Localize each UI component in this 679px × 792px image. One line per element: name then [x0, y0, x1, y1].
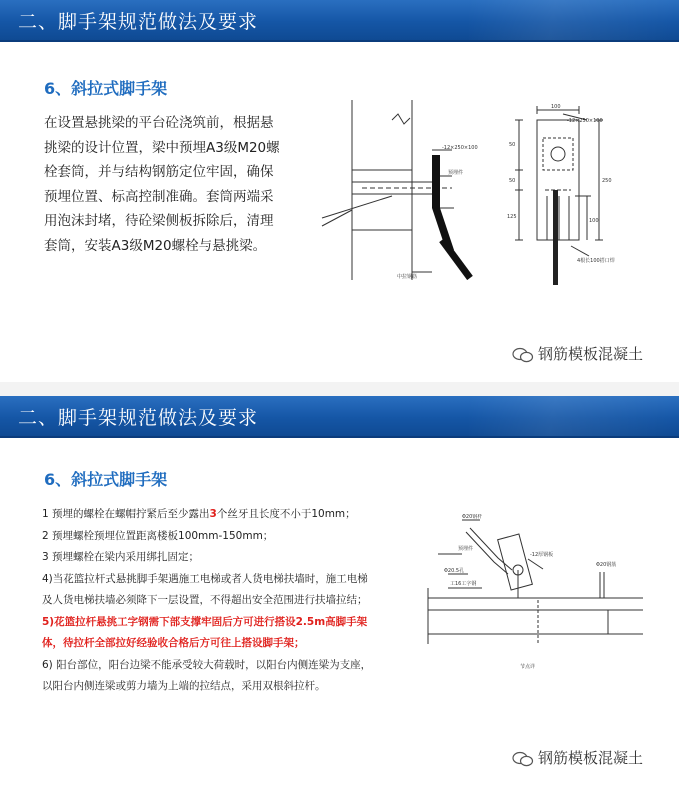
drawing-label: 预埋件 [448, 170, 464, 176]
list-item: 6) 阳台部位，阳台边梁不能承受较大荷载时，以阳台内侧连梁为支座， [42, 658, 372, 671]
section-subtitle: 6、斜拉式脚手架 [44, 470, 168, 489]
list-item-emphasis: 3 [209, 508, 217, 520]
list-item-emphasis: 体，待拉杆全部拉好经验收合格后方可往上搭设脚手架； [42, 637, 305, 649]
drawing-label: 100 [551, 104, 561, 110]
list-item-text: 个丝牙且长度不小于10mm； [216, 508, 356, 520]
body-paragraph [44, 111, 314, 258]
slide-2 [0, 396, 679, 792]
plate-elevation-drawing [505, 100, 630, 290]
drawing-label: 4根长100搭口焊 [577, 258, 615, 264]
header-decoration [469, 0, 679, 40]
watermark-text: 钢筋模板混凝土 [538, 749, 644, 767]
drawing-label: 250 [602, 178, 612, 184]
drawing-label: 125 [507, 214, 517, 220]
drawing-label: Φ20.5孔 [444, 568, 465, 574]
list-item-text: 3 预埋螺栓在梁内采用绑扎固定； [42, 551, 200, 563]
slide-header [0, 0, 679, 42]
drawing-label: 工16工字钢 [450, 581, 477, 587]
paragraph-line: 用泡沫封堵，待砼梁侧板拆除后，清理 [44, 213, 274, 229]
drawing-label: 50 [509, 142, 516, 148]
drawing-label: 中拉钢筋 [397, 274, 418, 280]
wechat-icon [512, 347, 534, 363]
list-item: 及人货电梯扶墙必须降下一层设置，不得超出安全范围进行扶墙拉结； [42, 594, 368, 606]
requirements-list [42, 504, 402, 698]
list-item [42, 547, 402, 569]
embed-section-drawing [312, 100, 482, 280]
drawing-label: 50 [509, 178, 516, 184]
drawing-label: Φ20钢杆 [462, 514, 483, 520]
drawing-label: 100 [589, 218, 599, 224]
drawing-label: 预埋件 [458, 546, 474, 552]
section-subtitle: 6、斜拉式脚手架 [44, 79, 168, 98]
drawing-label: -12厚钢板 [530, 552, 554, 558]
list-item [42, 526, 402, 548]
list-item: 4)当花篮拉杆式悬挑脚手架遇施工电梯或者人货电梯扶墙时，施工电梯 [42, 572, 368, 585]
drawing-label: -12×250×100 [442, 145, 478, 151]
drawing-label: 节点详 [520, 664, 536, 670]
paragraph-line: 套筒，安装A3级M20螺栓与悬挑梁。 [44, 237, 267, 254]
wechat-icon [512, 751, 534, 767]
watermark [512, 747, 643, 768]
paragraph-line: 在设置悬挑梁的平台砼浇筑前，根据悬 [44, 115, 274, 131]
slide-1 [0, 0, 679, 382]
list-item [42, 504, 402, 526]
slide-header [0, 396, 679, 438]
paragraph-line: 挑梁的设计位置，梁中预埋A3级M20螺 [44, 139, 280, 156]
header-title: 二、脚手架规范做法及要求 [18, 11, 259, 33]
tie-rod-node-drawing [418, 514, 648, 674]
list-item-emphasis: 5)花篮拉杆悬挑工字钢需下部支撑牢固后方可进行搭设2.5m高脚手架 [42, 615, 368, 628]
header-decoration [469, 396, 679, 436]
drawing-label: -12×250×100 [567, 118, 603, 124]
watermark [512, 343, 643, 364]
paragraph-line: 栓套筒，并与结构钢筋定位牢固，确保 [44, 164, 274, 180]
paragraph-line: 预埋位置、标高控制准确。套筒两端采 [44, 188, 274, 205]
list-item: 以阳台内侧连梁或剪力墙为上端的拉结点，采用双根斜拉杆。 [42, 680, 326, 692]
list-item-text: 1 预埋的螺栓在螺帽拧紧后至少露出 [42, 508, 210, 520]
list-item-text: 2 预埋螺栓预埋位置距离楼板100mm-150mm； [42, 529, 274, 542]
slide-gap [0, 382, 679, 396]
watermark-text: 钢筋模板混凝土 [538, 345, 644, 363]
drawing-label: Φ20钢筋 [596, 562, 617, 568]
header-title: 二、脚手架规范做法及要求 [18, 407, 259, 429]
